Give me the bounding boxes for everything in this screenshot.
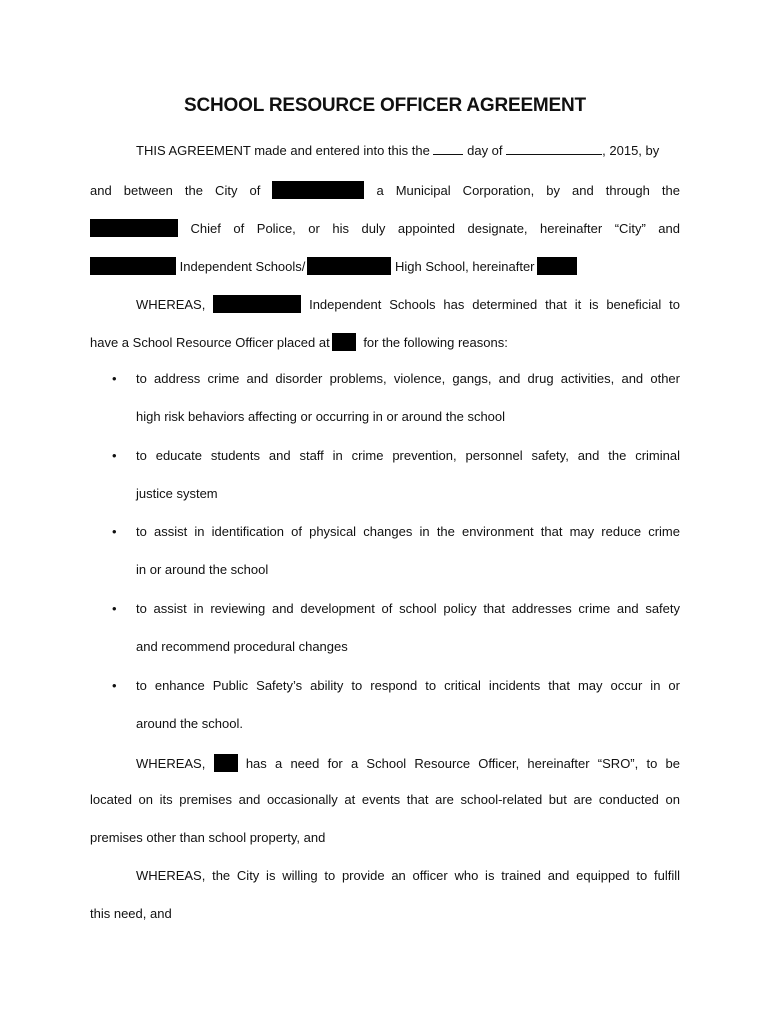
bullet-line: to address crime and disorder problems, violence, gangs, and drug activities, and other [136, 371, 680, 386]
redaction-box [307, 257, 391, 275]
paragraph-line [136, 295, 680, 313]
blank-line [433, 143, 463, 155]
text-span: THIS AGREEMENT made and entered into this the [136, 143, 430, 158]
text-span: and between the City of [90, 183, 261, 198]
text-span: Independent Schools/ [179, 259, 306, 274]
text-span: has a need for a School Resource Officer, hereinafter “SRO”, to be [245, 756, 680, 771]
paragraph-line: premises other than school property, and [90, 830, 326, 845]
text-span: WHEREAS, [136, 297, 206, 312]
bullet-glyph: • [112, 448, 117, 463]
bullet-line: to assist in identification of physical changes in the environment that may reduce crime [136, 524, 680, 539]
paragraph-line [90, 181, 680, 199]
text-span: for the following reasons: [363, 335, 508, 350]
bullet-line: and recommend procedural changes [136, 639, 348, 654]
paragraph-line: WHEREAS, the City is willing to provide an officer who is trained and equipped to fulfill [136, 868, 680, 883]
redaction-box [213, 295, 301, 313]
bullet-glyph: • [112, 601, 117, 616]
paragraph-line [136, 754, 680, 772]
redaction-box [332, 333, 356, 351]
paragraph-line [136, 143, 680, 159]
blank-line [506, 143, 602, 155]
text-span: a Municipal Corporation, by and through the [376, 183, 680, 198]
text-span: , 2015, by [602, 143, 660, 158]
text-span: have a School Resource Officer placed at [90, 335, 330, 350]
redaction-box [537, 257, 577, 275]
bullet-line: to educate students and staff in crime prevention, personnel safety, and the criminal [136, 448, 680, 463]
bullet-line: to enhance Public Safety’s ability to respond to critical incidents that may occur in or [136, 678, 680, 693]
redaction-box [214, 754, 238, 772]
bullet-line: in or around the school [136, 562, 269, 577]
redaction-box [90, 257, 176, 275]
paragraph-line [90, 333, 508, 351]
bullet-glyph: • [112, 678, 117, 693]
bullet-line: to assist in reviewing and development of school policy that addresses crime and safety [136, 601, 680, 616]
text-span: Independent Schools has determined that it is beneficial to [309, 297, 680, 312]
bullet-line: high risk behaviors affecting or occurring in or around the school [136, 409, 506, 424]
bullet-glyph: • [112, 524, 117, 539]
document-title: SCHOOL RESOURCE OFFICER AGREEMENT [184, 95, 586, 116]
redaction-box [272, 181, 364, 199]
bullet-line: justice system [136, 486, 218, 501]
paragraph-line [90, 257, 577, 275]
paragraph-line: located on its premises and occasionally at events that are school-related but are conducted on [90, 792, 680, 807]
text-span: High School, hereinafter [395, 259, 535, 274]
text-span: Chief of Police, or his duly appointed designate, hereinafter “City” and [190, 221, 680, 236]
bullet-glyph: • [112, 371, 117, 386]
text-span: WHEREAS, [136, 756, 206, 771]
text-span: day of [467, 143, 503, 158]
paragraph-line: this need, and [90, 906, 172, 921]
redaction-box [90, 219, 178, 237]
bullet-line: around the school. [136, 716, 243, 731]
paragraph-line [90, 219, 680, 237]
